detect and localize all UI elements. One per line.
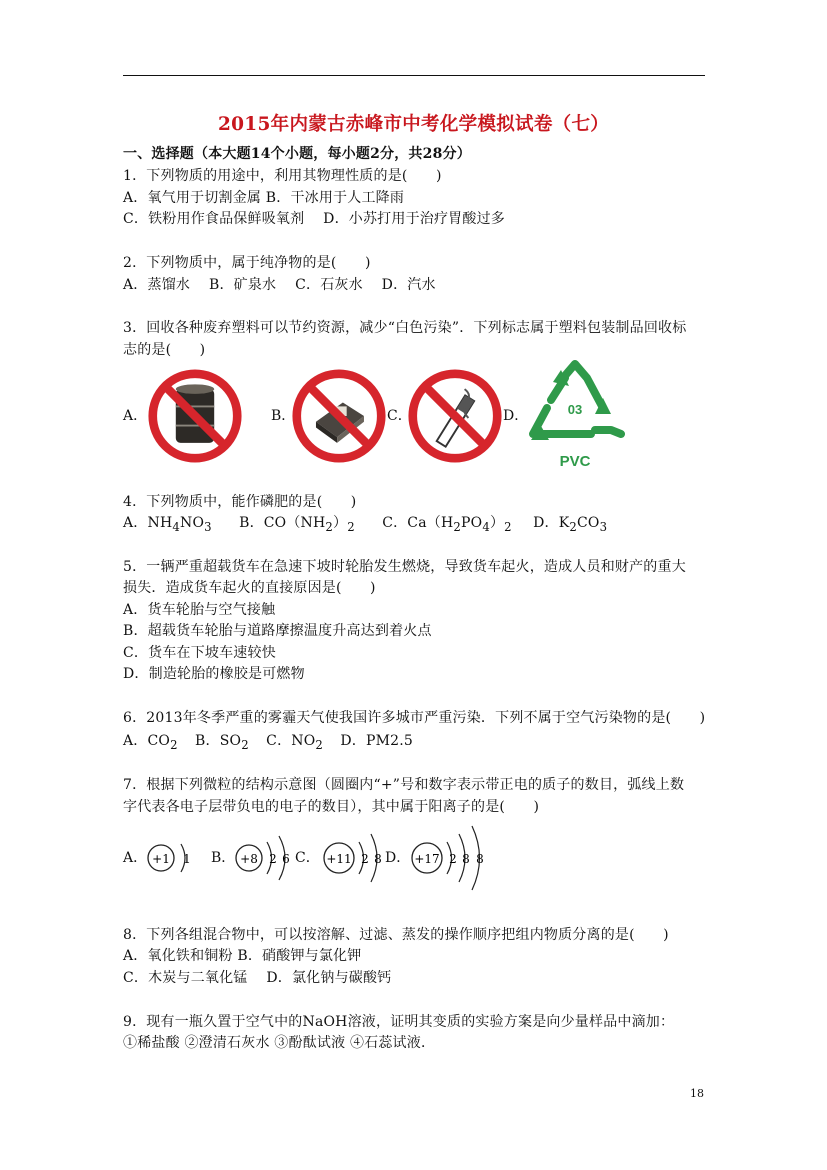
- no-matches-icon: [291, 368, 387, 464]
- nucleus-label: +1: [152, 852, 170, 866]
- q6-option-c: C．$NO_2$: [266, 733, 324, 752]
- q4-options: [123, 513, 607, 537]
- shell-count: 8: [462, 852, 470, 866]
- shell-count: 1: [183, 852, 191, 866]
- q3-label-c: C．: [387, 408, 412, 424]
- q3-label-a: A．: [123, 408, 148, 424]
- q6-option-d: D．PM2.5: [340, 733, 413, 749]
- q4-stem: 4．下列物质中，能作磷肥的是( ): [123, 494, 357, 510]
- exam-title: 2015年内蒙古赤峰市中考化学模拟试卷（七）: [217, 114, 610, 135]
- q8-options-ab: A．氧化铁和铜粉 B．硝酸钾与氯化钾: [123, 948, 362, 964]
- q7-label-b: B．: [211, 850, 236, 866]
- q7-atom-diagrams: [123, 820, 503, 900]
- q2-options: A．蒸馏水 B．矿泉水 C．石灰水 D．汽水: [123, 277, 436, 293]
- q3-figure-row: [123, 366, 643, 478]
- q4-option-c: C．$Ca(H_2PO_4)_2$: [382, 515, 512, 534]
- q5-stem-line1: 5．一辆严重超载货车在急速下坡时轮胎发生燃烧，导致货车起火，造成人员和财产的重大: [123, 559, 686, 575]
- q1-options-ab: A．氧气用于切割金属 B．干冰用于人工降雨: [123, 190, 405, 206]
- q7-label-d: D．: [385, 850, 411, 866]
- q9-reagents: ①稀盐酸 ②澄清石灰水 ③酚酞试液 ④石蕊试液．: [123, 1035, 436, 1051]
- nucleus-label: +17: [414, 852, 440, 866]
- atom-diagram-c: [321, 820, 393, 900]
- q8-options-cd: C．木炭与二氧化锰 D．氯化钠与碳酸钙: [123, 970, 392, 986]
- no-smoking-icon: [407, 368, 503, 464]
- section-header: 一、选择题（本大题14个小题，每小题2分，共28分）: [123, 146, 471, 162]
- q3-stem-line2: 志的是( ): [123, 342, 206, 358]
- nucleus-label: +8: [240, 852, 258, 866]
- q5-option-a: A．货车轮胎与空气接触: [123, 602, 276, 618]
- q1-options-cd: C．铁粉用作食品保鲜吸氧剂 D．小苏打用于治疗胃酸过多: [123, 211, 505, 227]
- no-oil-barrel-icon: [147, 368, 243, 464]
- q9-stem: 9．现有一瓶久置于空气中的NaOH溶液，证明其变质的实验方案是向少量样品中滴加：: [123, 1014, 675, 1030]
- recycle-text: PVC: [559, 453, 591, 470]
- q6-options: [123, 731, 413, 755]
- q1-stem: 1．下列物质的用途中，利用其物理性质的是( ): [123, 168, 442, 184]
- q6-option-b: B．$SO_2$: [195, 733, 249, 752]
- q4-option-a: A．$NH_4NO_3$: [123, 515, 212, 534]
- q2-stem: 2．下列物质中，属于纯净物的是( ): [123, 255, 371, 271]
- atom-diagram-d: [409, 820, 499, 900]
- shell-count: 8: [374, 852, 382, 866]
- q5-option-c: C．货车在下坡车速较快: [123, 645, 276, 661]
- q3-label-d: D．: [503, 408, 529, 424]
- atom-diagram-a: [145, 820, 205, 900]
- recycle-code: 03: [567, 402, 583, 417]
- q5-option-d: D．制造轮胎的橡胶是可燃物: [123, 666, 305, 682]
- q6-option-a: A．$CO_2$: [123, 733, 178, 752]
- q3-stem-line1: 3．回收各种废弃塑料可以节约资源，减少“白色污染”．下列标志属于塑料包装制品回收标: [123, 320, 687, 336]
- q7-stem-line2: 字代表各电子层带负电的电子的数目），其中属于阳离子的是( ): [123, 799, 540, 815]
- q7-stem-line1: 7．根据下列微粒的结构示意图（圆圈内“+”号和数字表示带正电的质子的数目，弧线上数: [123, 777, 685, 793]
- shell-count: 2: [449, 852, 457, 866]
- nucleus-label: +11: [326, 852, 352, 866]
- shell-count: 6: [282, 852, 290, 866]
- q5-option-b: B．超载货车轮胎与道路摩擦温度升高达到着火点: [123, 623, 432, 639]
- q3-label-b: B．: [271, 408, 296, 424]
- header-rule: [123, 75, 705, 76]
- q4-option-d: D．$K_2CO_3$: [533, 515, 608, 534]
- q6-stem: 6．2013年冬季严重的雾霾天气使我国许多城市严重污染．下列不属于空气污染物的是( ): [123, 710, 706, 726]
- shell-count: 2: [361, 852, 369, 866]
- page-number: 18: [690, 1087, 704, 1100]
- shell-count: 2: [269, 852, 277, 866]
- recycle-pvc-icon: [525, 360, 625, 472]
- q8-stem: 8．下列各组混合物中，可以按溶解、过滤、蒸发的操作顺序把组内物质分离的是( ): [123, 927, 669, 943]
- q7-label-a: A．: [123, 850, 148, 866]
- q4-option-b: B．$CO(NH_2)_2$: [239, 515, 355, 534]
- q7-label-c: C．: [295, 850, 320, 866]
- shell-count: 8: [476, 852, 484, 866]
- q5-stem-line2: 损失．造成货车起火的直接原因是( ): [123, 580, 376, 596]
